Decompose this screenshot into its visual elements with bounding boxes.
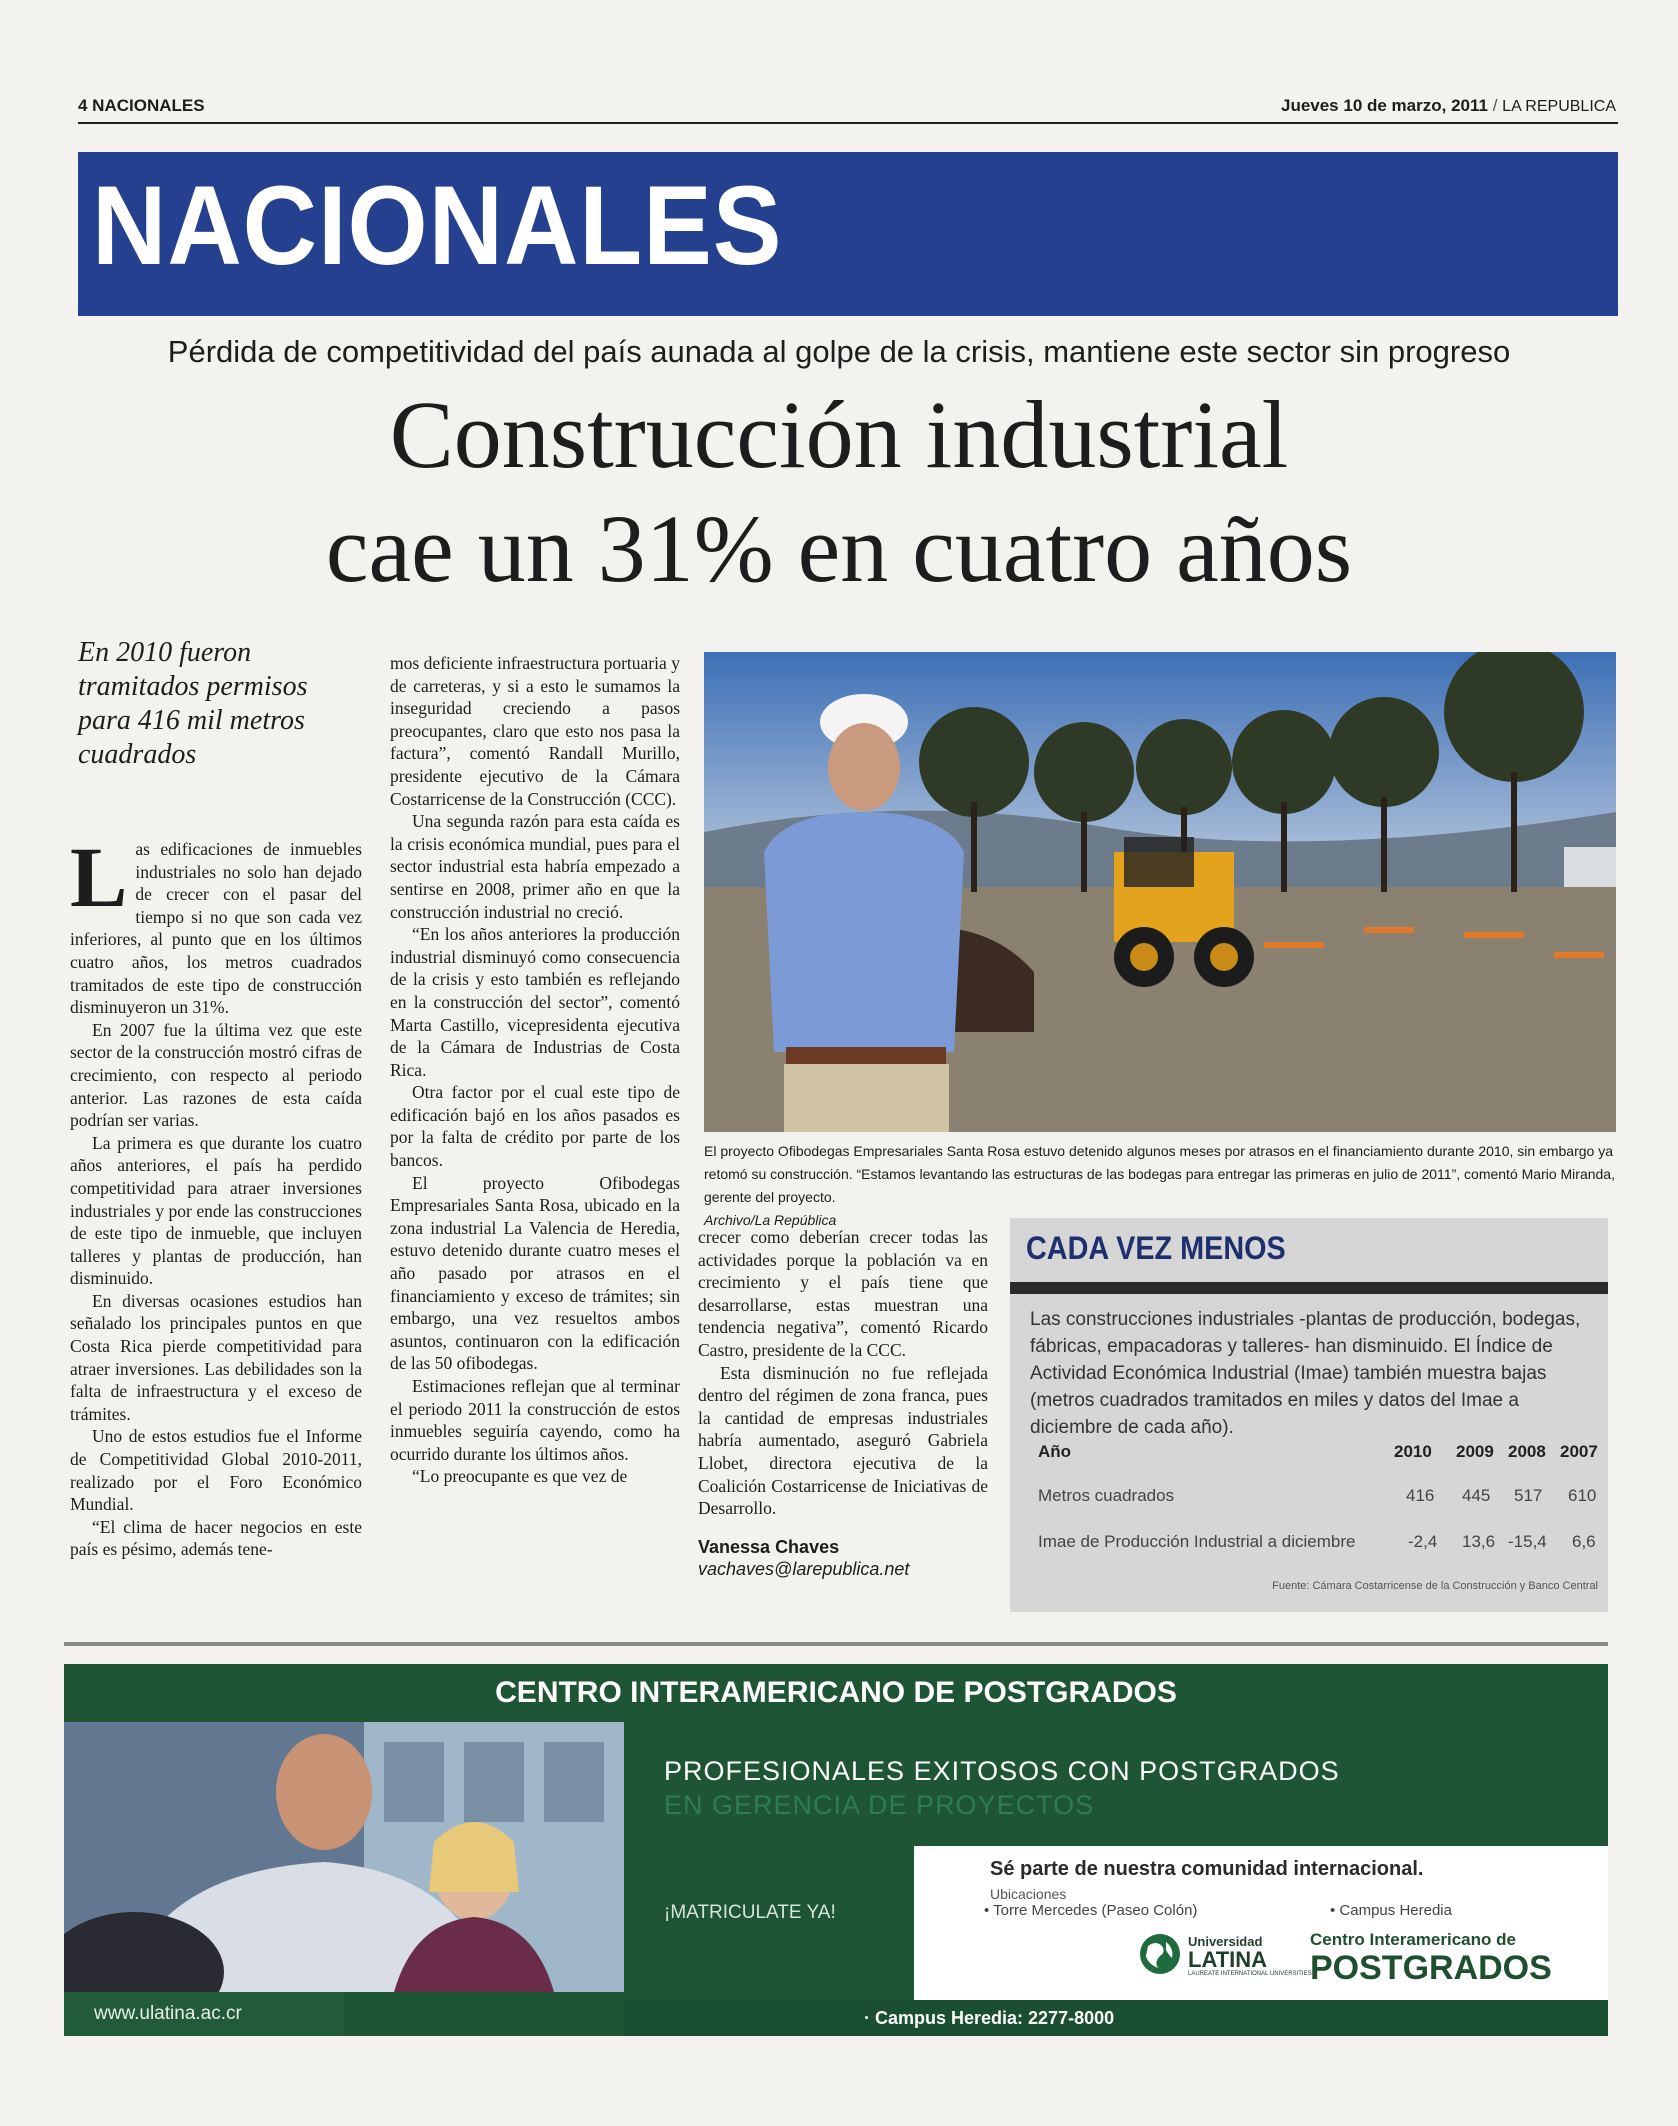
ad-location-item: • Torre Mercedes (Paseo Colón) [984, 1902, 1198, 1919]
postgrados-logo [1310, 1930, 1552, 1986]
column-1-paragraph: En diversas ocasiones estudios han señalado los principales puntos en que Costa Rica pierde competitividad para atraer inversiones. Las debilidades son la falta de infraestructura y el exceso de trámites. [70, 1290, 362, 1424]
ad-title: CENTRO INTERAMERICANO DE POSTGRADOS [495, 1676, 1177, 1709]
column-2-paragraph: Estimaciones reflejan que al terminar el periodo 2011 la construcción de estos inmuebles seguiría cayendo, como ha ocurrido durante los últimos años. [390, 1376, 680, 1464]
byline [698, 1536, 988, 1581]
ad-photo [64, 1722, 624, 1992]
column-2-paragraph: mos deficiente infraestructura portuaria y de carreteras, y si a esto le sumamos la inseguridad creciendo a pasos preocupantes, claro que esto nos pasa la factura”, comentó Randall Murillo, presidente ejecutivo de la Cámara Costarricense de la Construcción (CCC). [390, 653, 680, 809]
headline-line-2: cae un 31% en cuatro años [325, 495, 1353, 602]
ulatina-logo-line-1: Universidad [1188, 1934, 1263, 1949]
paragraph-text: as edificaciones de inmuebles industriales no solo han dejado de crecer con el pasar del tiempo si no que son cada vez inferiores, al punto que en los últimos cuatro años, los metros cuadrados tramitados de este tipo de construcción disminuyeron un 31%. [70, 839, 362, 1018]
ulatina-logo [1188, 1934, 1312, 1977]
column-3-paragraph: crecer como deberían crecer todas las actividades porque la población va en crecimiento y el país tiene que desarrollarse, estas muestran una tendencia negativa”, comentó Ricardo Castro, presidente de la CCC. [698, 1227, 988, 1360]
table-row-label: Imae de Producción Industrial a diciembre [1038, 1532, 1356, 1551]
column-1-paragraph: Uno de estos estudios fue el Informe de Competitividad Global 2010-2011, realizado por el Foro Económico Mundial. [70, 1426, 362, 1515]
table-header-year: 2007 [1560, 1442, 1598, 1461]
location-text: Torre Mercedes (Paseo Colón) [993, 1902, 1198, 1919]
table-cell: 610 [1568, 1486, 1597, 1505]
table-cell: 13,6 [1462, 1532, 1496, 1551]
photo-credit: Archivo/La República [704, 1212, 837, 1228]
column-1-paragraph: “El clima de hacer negocios en este país es pésimo, además tene- [70, 1516, 362, 1560]
table-row-label: Metros cuadrados [1038, 1486, 1175, 1505]
table-header-year: 2008 [1508, 1442, 1546, 1461]
header-rule [78, 122, 1618, 124]
column-2-paragraph: Una segunda razón para esta caída es la crisis económica mundial, pues para el sector industrial esta habría empezado a sentirse en 2008, primer año en que la construcción industrial no creció. [390, 811, 680, 922]
date-divider: / [1492, 96, 1498, 115]
column-3-paragraph: Esta disminución no fue reflejada dentro del régimen de zona franca, pues la cantidad de empresas industriales habría aumentado, aseguró Gabriela Llobet, directora ejecutiva de la Coalición Costarricense de Iniciativas de Desarrollo. [698, 1362, 988, 1519]
column-2-paragraph: “Lo preocupante es que vez de [412, 1466, 628, 1487]
infobox [1010, 1218, 1608, 1612]
table-cell: -15,4 [1508, 1532, 1547, 1551]
ad-community-text: Sé parte de nuestra comunidad internacional. [990, 1858, 1424, 1880]
infobox-description: Las construcciones industriales -plantas de producción, bodegas, fábricas, empacadoras y talleres- han disminuido. El Índice de Actividad Económica Industrial (Imae) también muestra bajas (metros cuadrados tramitados en miles y datos del Imae a diciembre de cada año). [1030, 1309, 1581, 1438]
students-illustration [64, 1722, 624, 1992]
column-2-paragraph: Otra factor por el cual este tipo de edificación bajó en los años pasados es por la falta de crédito por parte de los bancos. [390, 1082, 680, 1171]
table-cell: -2,4 [1408, 1532, 1438, 1551]
ad-tagline: PROFESIONALES EXITOSOS CON POSTGRADOS [664, 1756, 1340, 1786]
ad-location-item: • Campus Heredia [1330, 1902, 1452, 1919]
caption-text: El proyecto Ofibodegas Empresariales Santa Rosa estuvo detenido algunos meses por atrasos en el financiamiento durante 2010, sin embargo ya retomó su construcción. “Estamos levantando las estructuras de las bodegas para entregar las primeras en julio de 2011”, comentó Mario Miranda, gerente del proyecto. [704, 1143, 1615, 1205]
ad-phone: · Campus Heredia: 2277-8000 [624, 2000, 1608, 2036]
infobox-bar [1010, 1282, 1608, 1294]
table-header-year: 2010 [1394, 1442, 1432, 1461]
article-column-3 [698, 1226, 988, 1581]
globe-icon [1138, 1932, 1182, 1976]
table-cell: 416 [1406, 1486, 1435, 1505]
ad-locations-label: Ubicaciones [990, 1886, 1067, 1902]
article-column-2 [390, 652, 680, 1488]
ad-tagline-program: EN GERENCIA DE PROYECTOS [664, 1790, 1095, 1820]
byline-name: Vanessa Chaves [698, 1536, 840, 1557]
infobox-title: CADA VEZ MENOS [1026, 1230, 1286, 1266]
article-headline [0, 378, 1678, 606]
infobox-source: Fuente: Cámara Costarricense de la Construcción y Banco Central [1272, 1580, 1598, 1592]
publication-name: LA REPUBLICA [1502, 98, 1616, 115]
section-label: 4 NACIONALES [78, 96, 205, 115]
advertisement [64, 1664, 1608, 2036]
location-text: Campus Heredia [1339, 1902, 1452, 1919]
ad-enroll-cta[interactable]: ¡MATRICULATE YA! [664, 1902, 836, 1923]
article-deck: En 2010 fueron tramitados permisos para 416 mil metros cuadrados [78, 637, 308, 770]
table-cell: 445 [1462, 1486, 1491, 1505]
postgrados-logo-line-2: POSTGRADOS [1310, 1949, 1552, 1987]
article-column-1 [70, 829, 362, 1561]
issue-date: Jueves 10 de marzo, 2011 [1280, 96, 1488, 115]
ulatina-logo-line-2: LATINA [1188, 1947, 1268, 1972]
ad-website-link[interactable]: www.ulatina.ac.cr [64, 1992, 344, 2036]
ad-separator [64, 1642, 1608, 1646]
article-kicker: Pérdida de competitividad del país aunada al golpe de la crisis, mantiene este sector sin progreso [167, 334, 1511, 369]
postgrados-logo-line-1: Centro Interamericano de [1310, 1930, 1516, 1949]
column-2-paragraph: El proyecto Ofibodegas Empresariales Santa Rosa, ubicado en la zona industrial La Valencia de Heredia, estuvo detenido durante cuatro meses el año pasado por atrasos en el financiamiento y exceso de trámites; sin embargo, una vez resueltos ambos asuntos, continuaron con la edificación de las 50 ofibodegas. [390, 1172, 680, 1374]
column-1-paragraph: La primera es que durante los cuatro años anteriores, el país ha perdido competitividad para atraer inversiones industriales y por ende las construcciones de este tipo de inmueble, que incluyen talleres y plantas de producción, han disminuido. [70, 1132, 362, 1289]
table-header-label: Año [1038, 1442, 1072, 1461]
drop-cap: L [70, 829, 128, 925]
section-banner [78, 152, 1618, 316]
column-2-paragraph: “En los años anteriores la producción industrial disminuyó como consecuencia de la crisis y esto también es reflejando en la construcción del sector”, comentó Marta Castillo, vicepresidenta ejecutiva de la Cámara de Industrias de Costa Rica. [390, 924, 680, 1080]
article-photo [704, 652, 1616, 1132]
ad-info-panel [914, 1846, 1608, 2000]
column-1-paragraph [70, 829, 362, 1019]
ulatina-logo-small: LAUREATE INTERNATIONAL UNIVERSITIES [1188, 1971, 1312, 1977]
byline-email[interactable]: vachaves@larepublica.net [698, 1559, 910, 1580]
section-banner-title: NACIONALES [92, 163, 783, 288]
date-line [1281, 96, 1616, 116]
table-cell: 517 [1514, 1486, 1543, 1505]
construction-site-illustration [704, 652, 1616, 1132]
headline-line-1: Construcción industrial [389, 381, 1289, 488]
table-cell: 6,6 [1572, 1532, 1596, 1551]
column-1-paragraph: En 2007 fue la última vez que este sector de la construcción mostró cifras de crecimiento, con respecto al periodo anterior. Las razones de esta caída podrían ser varias. [70, 1019, 362, 1131]
table-header-year: 2009 [1456, 1442, 1494, 1461]
